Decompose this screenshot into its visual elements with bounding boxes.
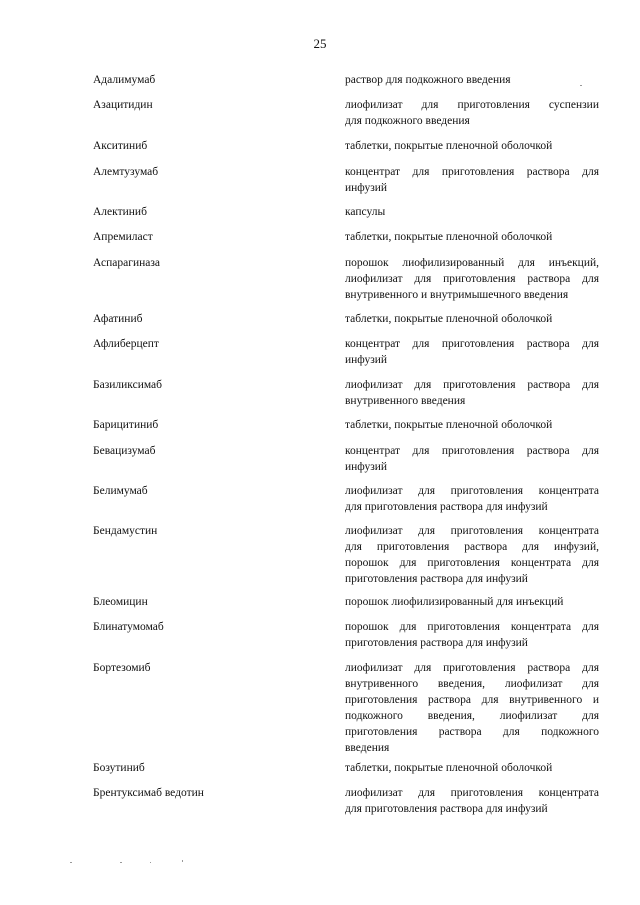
dosage-form-line: концентрат для приготовления раствора для xyxy=(345,338,599,350)
dosage-form xyxy=(345,255,599,303)
dosage-form-line: порошок лиофилизированный для инъекций xyxy=(345,596,564,608)
dosage-form xyxy=(345,204,599,220)
dosage-form xyxy=(345,417,599,433)
dosage-form-line: таблетки, покрытые пленочной оболочкой xyxy=(345,419,553,431)
dosage-form-line: приготовления раствора для инфузий xyxy=(345,637,528,649)
dosage-form xyxy=(345,523,599,587)
dosage-form-line: лиофилизат для приготовления концентрата xyxy=(345,525,599,537)
dosage-form xyxy=(345,229,599,245)
dosage-form xyxy=(345,164,599,196)
dosage-form-line: для приготовления раствора для инфузий xyxy=(345,803,548,815)
dosage-form xyxy=(345,619,599,651)
dosage-form-line: для приготовления раствора для инфузий xyxy=(345,501,548,513)
dosage-form-line: лиофилизат для приготовления раствора для xyxy=(345,273,599,285)
drug-name: Бортезомиб xyxy=(93,662,151,674)
drug-name: Афлиберцепт xyxy=(93,338,159,350)
dosage-form-line: порошок для приготовления концентрата для xyxy=(345,621,599,633)
dosage-form-line: внутривенного введения, лиофилизат для xyxy=(345,678,599,690)
drug-name: Бендамустин xyxy=(93,525,158,537)
dosage-form-line: лиофилизат для приготовления концентрата xyxy=(345,485,599,497)
scan-speck xyxy=(580,85,582,86)
drug-name: Белимумаб xyxy=(93,485,148,497)
dosage-form-line: инфузий xyxy=(345,182,388,194)
drug-name: Бозутиниб xyxy=(93,762,145,774)
dosage-form xyxy=(345,443,599,475)
drug-name: Алемтузумаб xyxy=(93,166,159,178)
drug-name: Азацитидин xyxy=(93,99,153,111)
dosage-form-line: приготовления раствора для инфузий xyxy=(345,573,528,585)
drug-name: Аспарагиназа xyxy=(93,257,161,269)
dosage-form xyxy=(345,138,599,154)
drug-name: Апремиласт xyxy=(93,231,153,243)
dosage-form xyxy=(345,660,599,756)
dosage-form-line: порошок для приготовления концентрата для xyxy=(345,557,599,569)
dosage-form-line: капсулы xyxy=(345,206,386,218)
dosage-form-line: для подкожного введения xyxy=(345,115,470,127)
drug-name: Барицитиниб xyxy=(93,419,159,431)
dosage-form-line: инфузий xyxy=(345,461,388,473)
scan-speck xyxy=(120,862,122,863)
dosage-form-line: инфузий xyxy=(345,354,388,366)
drug-name: Блинатумомаб xyxy=(93,621,164,633)
drug-name: Акситиниб xyxy=(93,140,148,152)
dosage-form xyxy=(345,336,599,368)
dosage-form xyxy=(345,594,599,610)
dosage-form-line: таблетки, покрытые пленочной оболочкой xyxy=(345,140,553,152)
scan-speck xyxy=(150,862,151,863)
dosage-form-line: подкожного введения, лиофилизат для xyxy=(345,710,599,722)
dosage-form xyxy=(345,311,599,327)
drug-name: Алектиниб xyxy=(93,206,147,218)
dosage-form-line: лиофилизат для приготовления раствора для xyxy=(345,379,599,391)
dosage-form xyxy=(345,97,599,129)
dosage-form-line: лиофилизат для приготовления суспензии xyxy=(345,99,599,111)
dosage-form-line: приготовления раствора для внутривенного и xyxy=(345,694,599,706)
dosage-form xyxy=(345,72,599,88)
dosage-form xyxy=(345,760,599,776)
dosage-form-line: таблетки, покрытые пленочной оболочкой xyxy=(345,231,553,243)
scan-speck xyxy=(70,862,72,863)
scan-speck xyxy=(182,860,183,862)
drug-name: Брентуксимаб ведотин xyxy=(93,787,204,799)
drug-name: Базиликсимаб xyxy=(93,379,163,391)
dosage-form-line: внутривенного введения xyxy=(345,395,466,407)
dosage-form xyxy=(345,785,599,817)
dosage-form-line: внутривенного и внутримышечного введения xyxy=(345,289,569,301)
dosage-form-line: приготовления раствора для подкожного xyxy=(345,726,599,738)
dosage-form-line: введения xyxy=(345,742,390,754)
dosage-form-line: порошок лиофилизированный для инъекций, xyxy=(345,257,599,269)
drug-name: Адалимумаб xyxy=(93,74,156,86)
dosage-form-line: раствор для подкожного введения xyxy=(345,74,511,86)
dosage-form xyxy=(345,377,599,409)
drug-name: Блеомицин xyxy=(93,596,148,608)
dosage-form-line: лиофилизат для приготовления концентрата xyxy=(345,787,599,799)
page-number: 25 xyxy=(313,36,327,51)
dosage-form-line: таблетки, покрытые пленочной оболочкой xyxy=(345,762,553,774)
dosage-form xyxy=(345,483,599,515)
drug-name: Бевацизумаб xyxy=(93,445,156,457)
dosage-form-line: лиофилизат для приготовления раствора для xyxy=(345,662,599,674)
dosage-form-line: концентрат для приготовления раствора для xyxy=(345,166,599,178)
dosage-form-line: для приготовления раствора для инфузий, xyxy=(345,541,599,553)
drug-name: Афатиниб xyxy=(93,313,143,325)
dosage-form-line: концентрат для приготовления раствора для xyxy=(345,445,599,457)
dosage-form-line: таблетки, покрытые пленочной оболочкой xyxy=(345,313,553,325)
